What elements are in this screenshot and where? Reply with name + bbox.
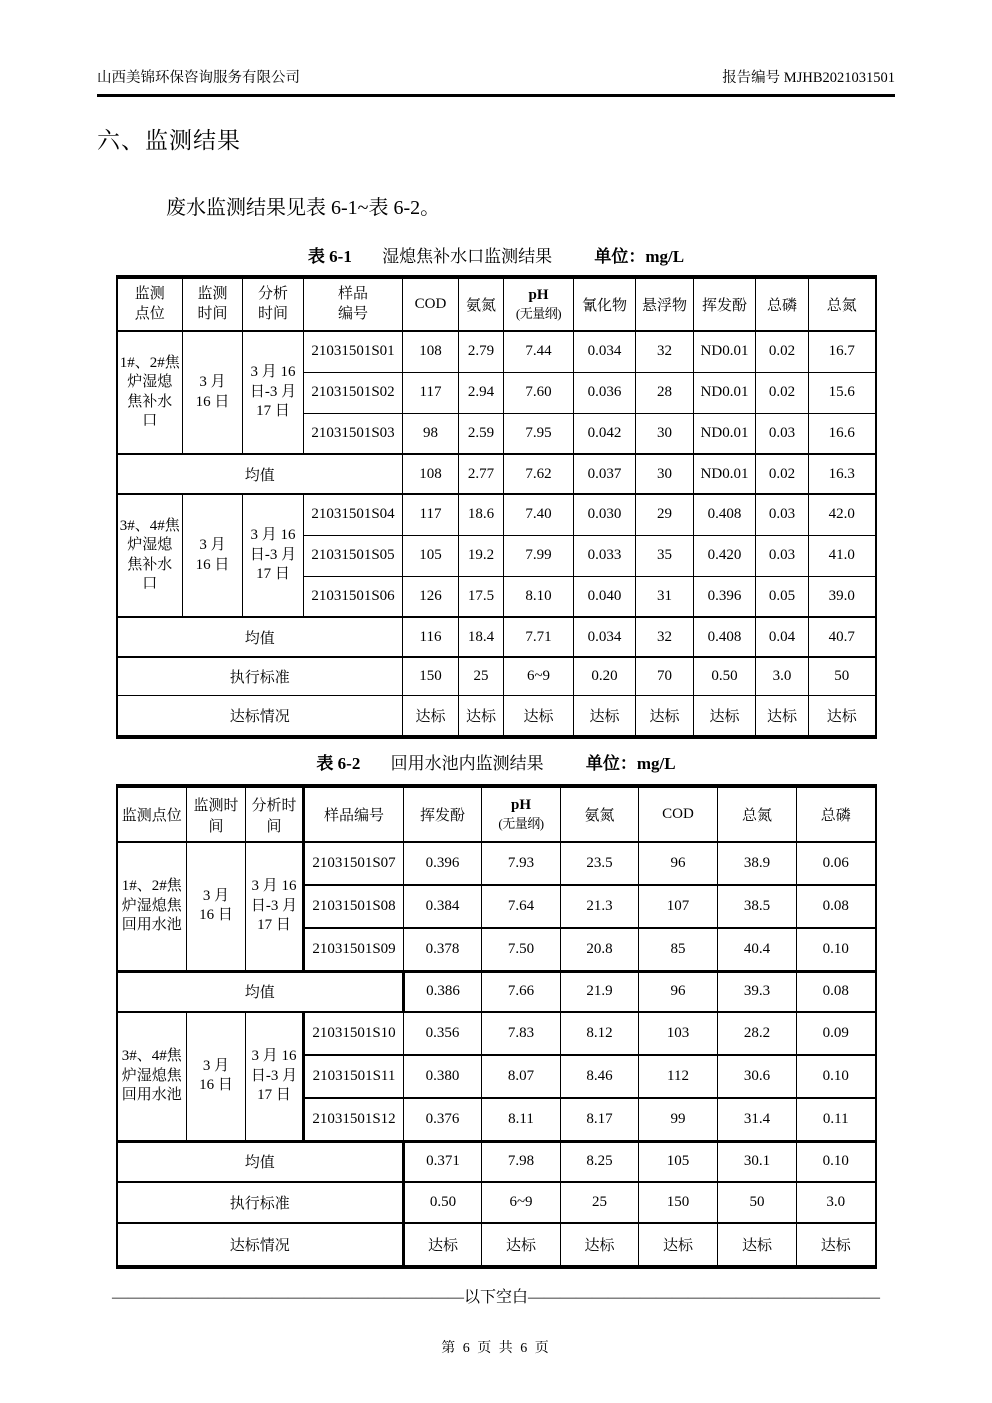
value-cell: 达标	[809, 695, 876, 737]
value-cell: 40.4	[718, 928, 797, 971]
value-cell: ND0.01	[694, 454, 756, 494]
value-cell: 0.034	[574, 617, 636, 657]
value-cell: 0.10	[797, 1141, 876, 1182]
value-cell: 17.5	[459, 576, 504, 617]
sample-id-cell: 21031501S04	[304, 494, 403, 535]
value-cell: 103	[639, 1012, 718, 1055]
value-cell: 达标	[403, 695, 459, 737]
value-cell: 0.02	[756, 372, 809, 413]
sample-id-cell: 21031501S10	[304, 1012, 404, 1055]
col-header-ph: pH (无量纲)	[504, 277, 574, 331]
value-cell: 0.420	[694, 535, 756, 576]
compliance-label-cell: 达标情况	[117, 695, 403, 737]
value-cell: 20.8	[561, 928, 639, 971]
value-cell: 30	[636, 454, 694, 494]
sample-id-cell: 21031501S06	[304, 576, 403, 617]
value-cell: 112	[639, 1055, 718, 1098]
value-cell: 0.386	[404, 971, 482, 1012]
value-cell: 96	[639, 971, 718, 1012]
col-header-sample-id: 样品 编号	[304, 277, 403, 331]
standard-label-cell: 执行标准	[117, 657, 403, 695]
value-cell: 2.77	[459, 454, 504, 494]
value-cell: 达标	[639, 1223, 718, 1267]
col-header-cod: COD	[403, 277, 459, 331]
page-footer: 第 6 页 共 6 页	[441, 1341, 551, 1356]
value-cell: 105	[403, 535, 459, 576]
value-cell: 96	[639, 842, 718, 885]
col-header-phenol: 挥发酚	[404, 786, 482, 842]
value-cell: 29	[636, 494, 694, 535]
table-6-1-caption	[97, 242, 895, 267]
value-cell: 16.7	[809, 331, 876, 372]
value-cell: 0.380	[404, 1055, 482, 1098]
value-cell: 8.46	[561, 1055, 639, 1098]
caption-title: 湿熄焦补水口监测结果	[382, 247, 553, 266]
value-cell: 7.99	[504, 535, 574, 576]
value-cell: 0.06	[797, 842, 876, 885]
value-cell: 35	[636, 535, 694, 576]
mean-row	[117, 454, 876, 494]
value-cell: 50	[809, 657, 876, 695]
value-cell: 7.60	[504, 372, 574, 413]
col-header-nh3n: 氨氮	[459, 277, 504, 331]
value-cell: 50	[718, 1182, 797, 1223]
value-cell: 0.05	[756, 576, 809, 617]
value-cell: 0.02	[756, 331, 809, 372]
value-cell: 15.6	[809, 372, 876, 413]
value-cell: 2.59	[459, 413, 504, 454]
analysis-time-cell: 3 月 16 日-3 月 17 日	[243, 494, 304, 617]
value-cell: 2.79	[459, 331, 504, 372]
analysis-time-cell: 3 月 16 日-3 月 17 日	[243, 331, 304, 454]
value-cell: 8.12	[561, 1012, 639, 1055]
sample-id-cell: 21031501S07	[304, 842, 404, 885]
value-cell: 108	[403, 331, 459, 372]
standard-row	[117, 1182, 876, 1223]
value-cell: 126	[403, 576, 459, 617]
value-cell: 达标	[404, 1223, 482, 1267]
value-cell: 0.378	[404, 928, 482, 971]
value-cell: 0.20	[574, 657, 636, 695]
value-cell: 39.0	[809, 576, 876, 617]
value-cell: 8.10	[504, 576, 574, 617]
value-cell: 达标	[482, 1223, 561, 1267]
value-cell: 41.0	[809, 535, 876, 576]
value-cell: 达标	[561, 1223, 639, 1267]
mean-label-cell: 均值	[117, 617, 403, 657]
value-cell: 30	[636, 413, 694, 454]
caption-unit: 单位：mg/L	[594, 247, 685, 266]
value-cell: 0.040	[574, 576, 636, 617]
section-title: 六、监测结果	[97, 128, 241, 153]
sample-id-cell: 21031501S08	[304, 885, 404, 928]
analysis-time-cell: 3 月 16 日-3 月 17 日	[246, 1012, 304, 1141]
value-cell: 0.50	[404, 1182, 482, 1223]
value-cell: 150	[403, 657, 459, 695]
value-cell: 0.037	[574, 454, 636, 494]
col-header-site: 监测 点位	[117, 277, 183, 331]
value-cell: 8.25	[561, 1141, 639, 1182]
value-cell: 28.2	[718, 1012, 797, 1055]
mean-label-cell: 均值	[117, 454, 403, 494]
data-row	[117, 842, 876, 885]
caption-title: 回用水池内监测结果	[390, 754, 544, 773]
value-cell: 0.356	[404, 1012, 482, 1055]
value-cell: 7.95	[504, 413, 574, 454]
col-header-tn: 总氮	[718, 786, 797, 842]
value-cell: 0.10	[797, 928, 876, 971]
value-cell: 8.11	[482, 1098, 561, 1141]
site-cell: 1#、2#焦 炉湿熄焦 回用水池	[117, 842, 187, 971]
value-cell: 99	[639, 1098, 718, 1141]
below-blank-divider: ——————————————————————以下空白——————————————————————	[111, 1289, 880, 1306]
value-cell: 116	[403, 617, 459, 657]
mean-label-cell: 均值	[117, 1141, 404, 1182]
col-header-cyanide: 氰化物	[574, 277, 636, 331]
value-cell: 0.034	[574, 331, 636, 372]
data-row	[117, 331, 876, 372]
table-6-1	[116, 275, 877, 739]
data-row	[117, 494, 876, 535]
value-cell: 2.94	[459, 372, 504, 413]
value-cell: 7.66	[482, 971, 561, 1012]
value-cell: 0.04	[756, 617, 809, 657]
caption-label: 表 6-1	[307, 247, 352, 266]
value-cell: 7.50	[482, 928, 561, 971]
value-cell: ND0.01	[694, 331, 756, 372]
value-cell: 23.5	[561, 842, 639, 885]
value-cell: 107	[639, 885, 718, 928]
value-cell: 7.44	[504, 331, 574, 372]
col-header-site: 监测点位	[117, 786, 187, 842]
value-cell: 30.1	[718, 1141, 797, 1182]
site-cell: 3#、4#焦 炉湿熄 焦补水 口	[117, 494, 183, 617]
value-cell: 0.11	[797, 1098, 876, 1141]
value-cell: 0.396	[404, 842, 482, 885]
value-cell: 达标	[718, 1223, 797, 1267]
standard-row	[117, 657, 876, 695]
value-cell: 3.0	[797, 1182, 876, 1223]
col-header-sample-id: 样品编号	[304, 786, 404, 842]
value-cell: 7.40	[504, 494, 574, 535]
value-cell: 达标	[504, 695, 574, 737]
col-header-ph: pH (无量纲)	[482, 786, 561, 842]
value-cell: 0.10	[797, 1055, 876, 1098]
value-cell: 达标	[459, 695, 504, 737]
table-6-2-caption	[97, 749, 895, 774]
value-cell: 117	[403, 372, 459, 413]
value-cell: 0.033	[574, 535, 636, 576]
value-cell: 0.03	[756, 494, 809, 535]
value-cell: 达标	[756, 695, 809, 737]
col-header-ss: 悬浮物	[636, 277, 694, 331]
value-cell: 32	[636, 331, 694, 372]
value-cell: 0.376	[404, 1098, 482, 1141]
value-cell: 18.4	[459, 617, 504, 657]
time-cell: 3 月 16 日	[183, 494, 243, 617]
sample-id-cell: 21031501S09	[304, 928, 404, 971]
data-row	[117, 1012, 876, 1055]
mean-row	[117, 971, 876, 1012]
time-cell: 3 月 16 日	[187, 1012, 246, 1141]
value-cell: 达标	[636, 695, 694, 737]
value-cell: 0.408	[694, 494, 756, 535]
value-cell: 6~9	[482, 1182, 561, 1223]
value-cell: 40.7	[809, 617, 876, 657]
value-cell: 7.71	[504, 617, 574, 657]
value-cell: 0.03	[756, 413, 809, 454]
company-name: 山西美锦环保咨询服务有限公司	[97, 70, 300, 86]
value-cell: 7.93	[482, 842, 561, 885]
value-cell: 0.030	[574, 494, 636, 535]
value-cell: 16.6	[809, 413, 876, 454]
value-cell: 0.50	[694, 657, 756, 695]
col-header-time: 监测时间	[187, 786, 246, 842]
sample-id-cell: 21031501S03	[304, 413, 403, 454]
mean-row	[117, 1141, 876, 1182]
value-cell: 达标	[694, 695, 756, 737]
standard-label-cell: 执行标准	[117, 1182, 404, 1223]
col-header-tp: 总磷	[797, 786, 876, 842]
value-cell: 28	[636, 372, 694, 413]
site-cell: 3#、4#焦 炉湿熄焦 回用水池	[117, 1012, 187, 1141]
value-cell: 7.64	[482, 885, 561, 928]
value-cell: 0.042	[574, 413, 636, 454]
site-cell: 1#、2#焦 炉湿熄 焦补水 口	[117, 331, 183, 454]
value-cell: 0.384	[404, 885, 482, 928]
value-cell: 达标	[797, 1223, 876, 1267]
page-header	[97, 66, 895, 97]
value-cell: 7.83	[482, 1012, 561, 1055]
value-cell: 0.09	[797, 1012, 876, 1055]
value-cell: 38.5	[718, 885, 797, 928]
sample-id-cell: 21031501S02	[304, 372, 403, 413]
value-cell: 6~9	[504, 657, 574, 695]
value-cell: 0.371	[404, 1141, 482, 1182]
value-cell: 32	[636, 617, 694, 657]
analysis-time-cell: 3 月 16 日-3 月 17 日	[246, 842, 304, 971]
value-cell: 39.3	[718, 971, 797, 1012]
report-number: 报告编号 MJHB2021031501	[722, 70, 895, 86]
header-row	[117, 786, 876, 842]
value-cell: 105	[639, 1141, 718, 1182]
col-header-tp: 总磷	[756, 277, 809, 331]
value-cell: 85	[639, 928, 718, 971]
value-cell: 3.0	[756, 657, 809, 695]
col-header-cod: COD	[639, 786, 718, 842]
value-cell: 0.03	[756, 535, 809, 576]
col-header-phenol: 挥发酚	[694, 277, 756, 331]
value-cell: ND0.01	[694, 413, 756, 454]
col-header-analysis-time: 分析 时间	[243, 277, 304, 331]
mean-label-cell: 均值	[117, 971, 404, 1012]
value-cell: 38.9	[718, 842, 797, 885]
value-cell: 21.9	[561, 971, 639, 1012]
value-cell: 0.408	[694, 617, 756, 657]
value-cell: 18.6	[459, 494, 504, 535]
value-cell: 25	[561, 1182, 639, 1223]
value-cell: 8.07	[482, 1055, 561, 1098]
caption-label: 表 6-2	[316, 754, 361, 773]
value-cell: 0.036	[574, 372, 636, 413]
sample-id-cell: 21031501S12	[304, 1098, 404, 1141]
value-cell: 31.4	[718, 1098, 797, 1141]
intro-paragraph: 废水监测结果见表 6-1~表 6-2。	[166, 197, 441, 219]
col-header-nh3n: 氨氮	[561, 786, 639, 842]
value-cell: 31	[636, 576, 694, 617]
value-cell: 0.396	[694, 576, 756, 617]
caption-unit: 单位：mg/L	[585, 754, 676, 773]
value-cell: 16.3	[809, 454, 876, 494]
value-cell: 42.0	[809, 494, 876, 535]
col-header-time: 监测 时间	[183, 277, 243, 331]
col-header-tn: 总氮	[809, 277, 876, 331]
value-cell: 117	[403, 494, 459, 535]
value-cell: 30.6	[718, 1055, 797, 1098]
value-cell: 25	[459, 657, 504, 695]
value-cell: 0.08	[797, 971, 876, 1012]
header-row	[117, 277, 876, 331]
time-cell: 3 月 16 日	[183, 331, 243, 454]
value-cell: 7.98	[482, 1141, 561, 1182]
sample-id-cell: 21031501S05	[304, 535, 403, 576]
value-cell: 19.2	[459, 535, 504, 576]
value-cell: 98	[403, 413, 459, 454]
compliance-row	[117, 1223, 876, 1267]
sample-id-cell: 21031501S01	[304, 331, 403, 372]
value-cell: 0.02	[756, 454, 809, 494]
value-cell: 7.62	[504, 454, 574, 494]
value-cell: 0.08	[797, 885, 876, 928]
value-cell: 150	[639, 1182, 718, 1223]
value-cell: ND0.01	[694, 372, 756, 413]
col-header-analysis-time: 分析时间	[246, 786, 304, 842]
time-cell: 3 月 16 日	[187, 842, 246, 971]
value-cell: 8.17	[561, 1098, 639, 1141]
value-cell: 108	[403, 454, 459, 494]
value-cell: 21.3	[561, 885, 639, 928]
sample-id-cell: 21031501S11	[304, 1055, 404, 1098]
table-6-2	[116, 784, 877, 1269]
compliance-label-cell: 达标情况	[117, 1223, 404, 1267]
value-cell: 70	[636, 657, 694, 695]
compliance-row	[117, 695, 876, 737]
value-cell: 达标	[574, 695, 636, 737]
mean-row	[117, 617, 876, 657]
